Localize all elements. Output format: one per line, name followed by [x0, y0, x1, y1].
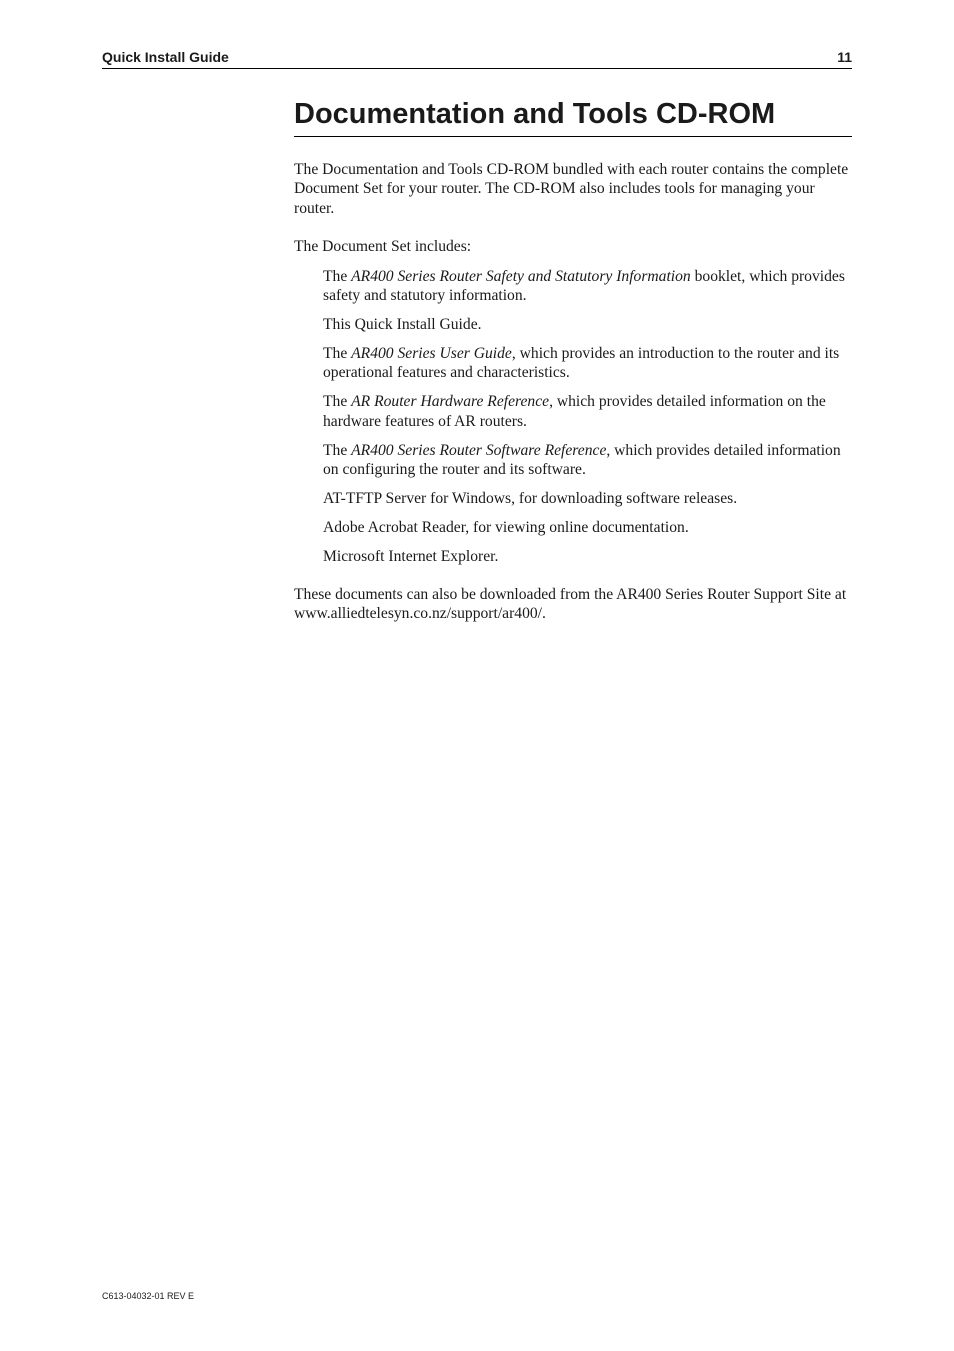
running-header: [102, 47, 852, 69]
header-page-number: 11: [837, 49, 852, 65]
closing-paragraph: These documents can also be downloaded from the AR400 Series Router Support Site at www.alliedtelesyn.co.nz/support/ar400/.: [294, 585, 847, 623]
list-item: This Quick Install Guide.: [323, 316, 482, 334]
list-item: AT-TFTP Server for Windows, for downloading software releases.: [323, 490, 738, 508]
list-item: The AR400 Series Router Software Reference, which provides detailed information on configuring the router and its software.: [323, 441, 841, 479]
list-item: The AR400 Series Router Safety and Statutory Information booklet, which provides safety and statutory information.: [323, 267, 845, 305]
document-code-footer: C613-04032-01 REV E: [102, 1291, 195, 1301]
body-content: [294, 160, 854, 623]
list-item: Adobe Acrobat Reader, for viewing online documentation.: [323, 519, 689, 537]
list-item: Microsoft Internet Explorer.: [323, 548, 499, 566]
intro-paragraph: The Documentation and Tools CD-ROM bundled with each router contains the complete Document Set for your router. The CD-ROM also includes tools for managing your router.: [294, 161, 849, 217]
document-set-intro: The Document Set includes:: [294, 238, 472, 256]
list-item: The AR Router Hardware Reference, which provides detailed information on the hardware features of AR routers.: [323, 393, 826, 430]
document-set-list: [294, 267, 854, 567]
list-item: The AR400 Series User Guide, which provides an introduction to the router and its operational features and characteristics.: [323, 345, 840, 382]
page-title: Documentation and Tools CD-ROM: [294, 96, 852, 137]
header-guide-name: Quick Install Guide: [102, 49, 229, 65]
